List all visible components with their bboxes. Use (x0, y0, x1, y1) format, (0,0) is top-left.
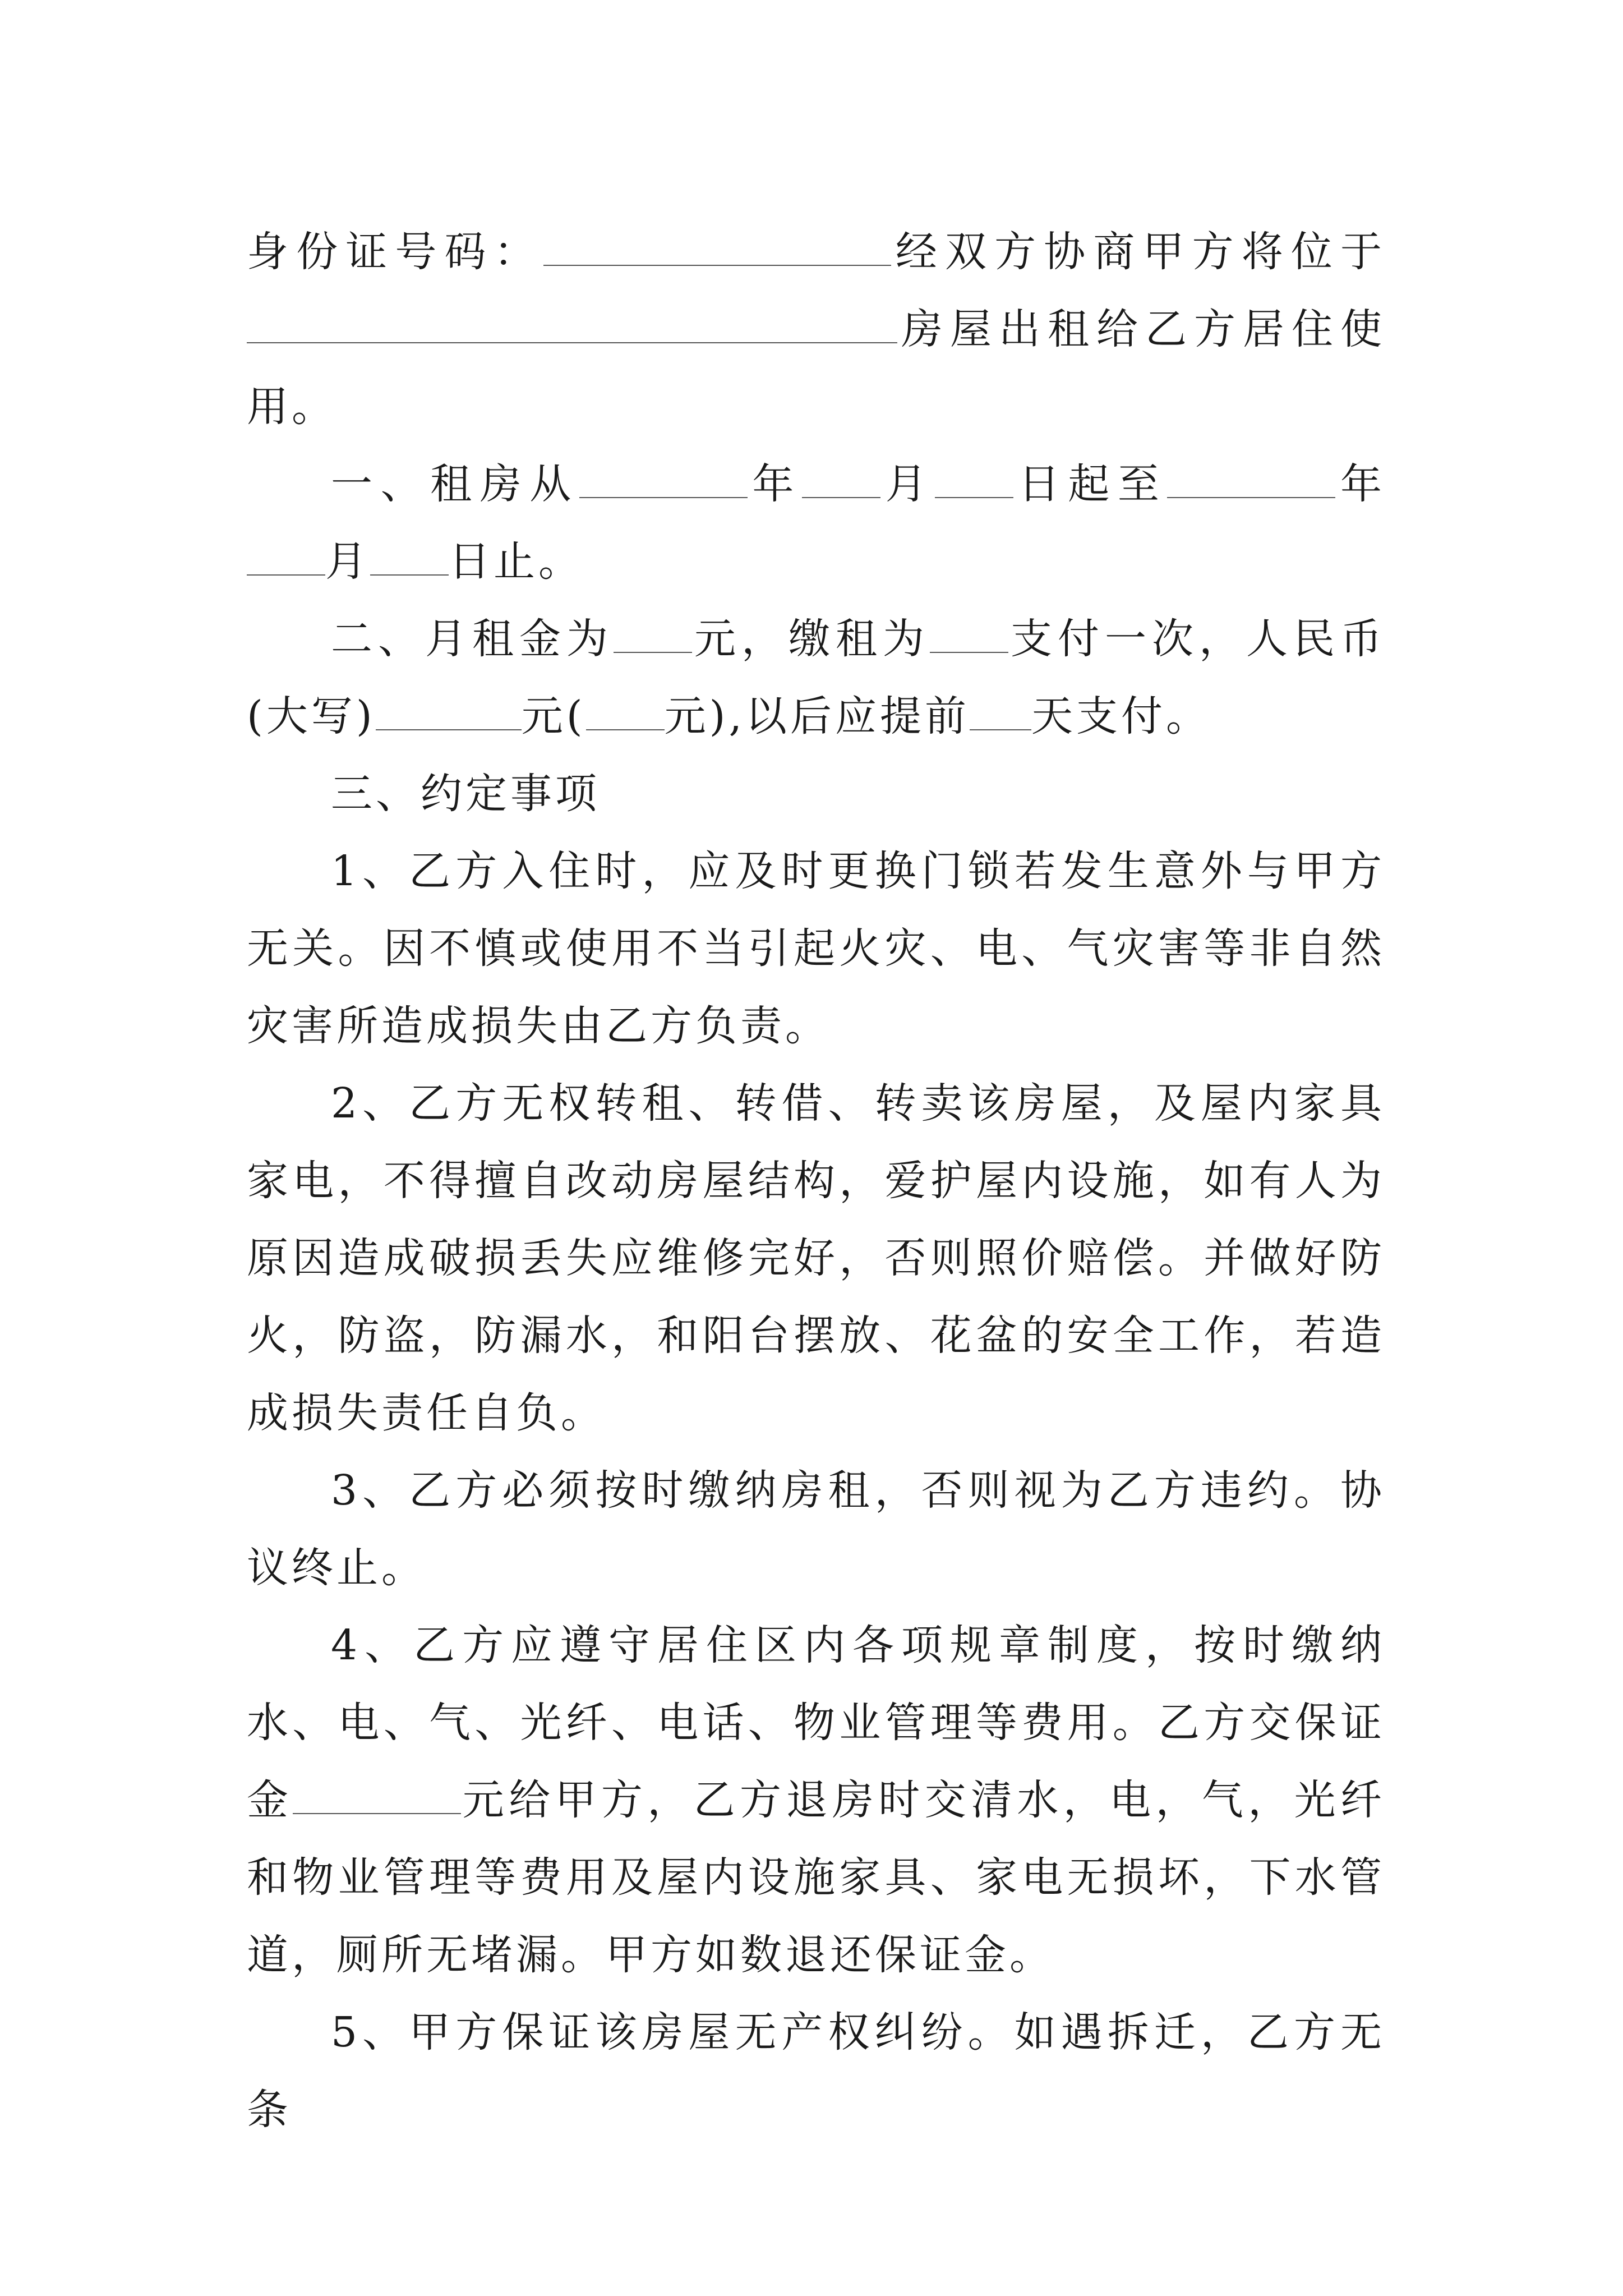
location-intro: 经双方协商甲方将位于 (891, 228, 1385, 276)
lease-end-label: 日起至 (1013, 460, 1168, 508)
payment-cycle-label: 元，缴租为 (692, 615, 930, 663)
clause-2-rent (247, 600, 1385, 755)
end-year-blank[interactable] (1167, 464, 1335, 498)
start-month-blank[interactable] (802, 464, 880, 498)
amount-number-open: 元( (521, 692, 586, 740)
month-label: 月 (325, 537, 370, 586)
deposit-amount-blank[interactable] (293, 1780, 461, 1814)
property-address-blank[interactable] (247, 310, 897, 343)
day-end-label: 日止。 (449, 537, 583, 586)
rental-purpose: 房屋出租给乙方居住使用。 (247, 305, 1385, 431)
id-number-label: 身份证号码： (247, 228, 543, 276)
year-label: 年 (747, 460, 803, 508)
paragraph-id-and-location (247, 213, 1385, 445)
clause-1-lease-term (247, 445, 1385, 600)
term-4-text-a: 4、乙方应遵守居住区内各项规章制度，按时缴纳水、电、气、光纤、电话、物业管理等费用。乙方交保证金 (247, 1621, 1385, 1824)
start-day-blank[interactable] (935, 464, 1013, 498)
end-day-blank[interactable] (370, 542, 449, 576)
payment-end-label: 天支付。 (1031, 692, 1211, 740)
term-5: 5、甲方保证该房屋无产权纠纷。如遇拆迁，乙方无条 (247, 2008, 1385, 2134)
term-1: 1、乙方入住时，应及时更换门锁若发生意外与甲方无关。因不慎或使用不当引起火灾、电、气灾害等非自然灾害所造成损失由乙方负责。 (247, 847, 1385, 1050)
lease-start-label: 一、租房从 (331, 460, 579, 508)
payment-cycle-blank[interactable] (930, 619, 1008, 653)
amount-in-words-blank[interactable] (376, 697, 522, 730)
advance-days-blank[interactable] (970, 697, 1031, 730)
month-label: 月 (880, 460, 935, 508)
year-label: 年 (1335, 460, 1386, 508)
clause-3-heading: 三、约定事项 (331, 770, 600, 818)
amount-number-blank[interactable] (586, 697, 665, 730)
monthly-rent-label: 二、月租金为 (331, 615, 614, 663)
term-3: 3、乙方必须按时缴纳房租，否则视为乙方违约。协议终止。 (247, 1466, 1385, 1592)
end-month-blank[interactable] (247, 542, 325, 576)
advance-payment-label: 元),以后应提前 (664, 692, 970, 740)
start-year-blank[interactable] (579, 464, 748, 498)
monthly-rent-blank[interactable] (614, 619, 692, 653)
contract-body (247, 213, 1385, 2148)
term-4 (247, 1607, 1385, 1994)
term-4-text-b: 元给甲方，乙方退房时交清水，电，气，光纤和物业管理等费用及屋内设施家具、家电无损坏，下水管道，厕所无堵漏。甲方如数退还保证金。 (247, 1776, 1386, 1979)
id-number-blank[interactable] (543, 232, 891, 266)
term-2: 2、乙方无权转租、转借、转卖该房屋，及屋内家具家电，不得擅自改动房屋结构，爱护屋内设施，如有人为原因造成破损丢失应维修完好，否则照价赔偿。并做好防火，防盗，防漏水，和阳台摆放、花盆的安全工作，若造成损失责任自负。 (247, 1079, 1385, 1437)
amount-in-words-label: 支付一次，人民币(大写) (247, 615, 1385, 740)
